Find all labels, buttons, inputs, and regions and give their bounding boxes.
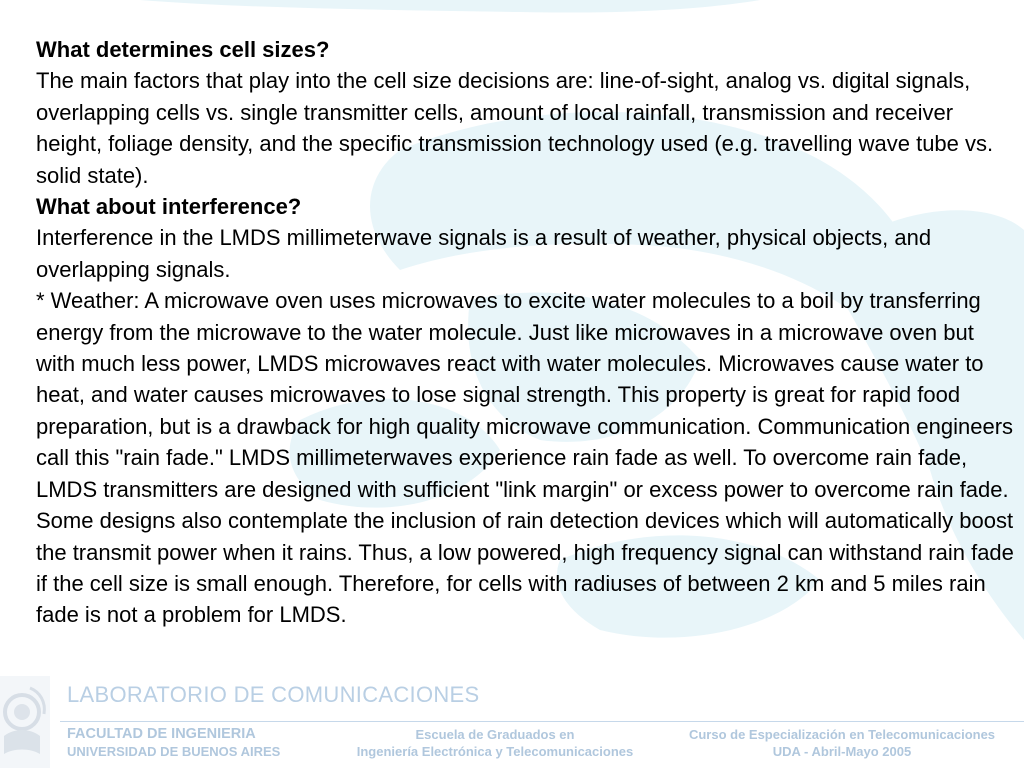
university-name: UNIVERSIDAD DE BUENOS AIRES <box>67 744 281 759</box>
paragraph-interference-intro: Interference in the LMDS millimeterwave signals is a result of weather, physical objects, and overlapping signals. <box>36 225 932 282</box>
heading-cell-sizes: What determines cell sizes? <box>36 37 330 62</box>
school-line-2: Ingeniería Electrónica y Telecomunicaciones <box>356 744 634 759</box>
lab-title: LABORATORIO DE COMUNICACIONES <box>67 682 480 707</box>
slide-footer <box>0 672 1024 768</box>
footer-faculty <box>67 726 327 760</box>
footer-course <box>660 726 1024 760</box>
paragraph-weather: * Weather: A microwave oven uses microwaves to excite water molecules to a boil by transferring energy from the microwave to the water molecule. Just like microwaves in a microwave oven but with much less power, LMDS microwaves react with water molecules. Microwaves cause water to heat, and water causes microwaves to lose signal strength. This property is great for rapid food preparation, but is a drawback for high quality microwave communication. Communication engineers call this "rain fade." LMDS millimeterwaves experience rain fade as well. To overcome rain fade, LMDS transmitters are designed with sufficient "link margin" or excess power to overcome rain fade. Some designs also contemplate the inclusion of rain detection devices which will automatically boost the transmit power when it rains. Thus, a low powered, high frequency signal can withstand rain fade if the cell size is small enough. Therefore, for cells with radiuses of between 2 km and 5 miles rain fade is not a problem for LMDS. <box>36 288 1014 628</box>
heading-interference: What about interference? <box>36 194 302 220</box>
footer-school <box>330 726 660 760</box>
paragraph-cell-size-factors: The main factors that play into the cell size decisions are: line-of-sight, analog vs. digital signals, overlapping cells vs. single transmitter cells, amount of local rainfall, transmission and receiver height, foliage density, and the specific transmission technology used (e.g. travelling wave tube vs. solid state). <box>36 68 994 188</box>
course-dates: UDA - Abril-Mayo 2005 <box>772 744 912 759</box>
slide-body <box>36 34 1016 631</box>
university-seal-icon <box>0 676 50 768</box>
school-line-1: Escuela de Graduados en <box>415 727 575 742</box>
footer-divider <box>60 721 1024 722</box>
course-name: Curso de Especialización en Telecomunicaciones <box>688 727 996 742</box>
faculty-name: FACULTAD DE INGENIERIA <box>67 726 256 742</box>
